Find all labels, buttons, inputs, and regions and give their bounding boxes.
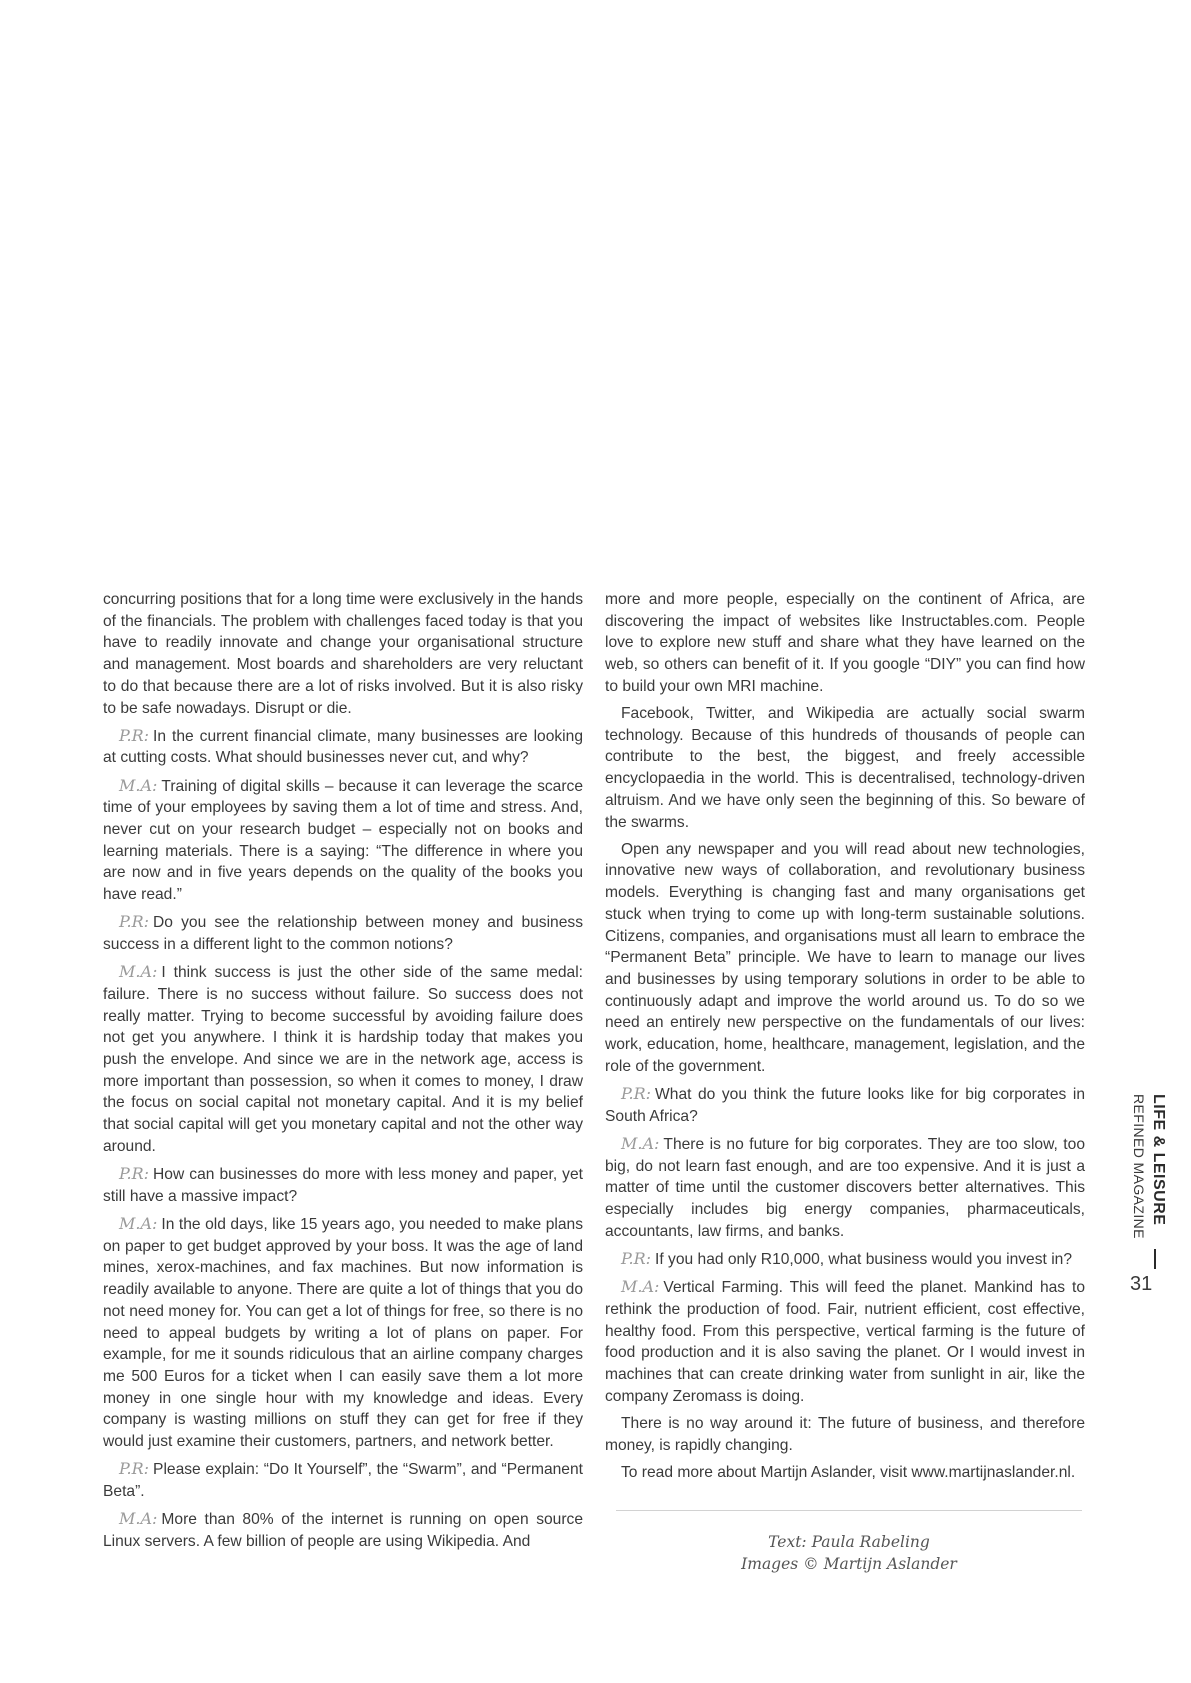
question-paragraph: P.R: Please explain: “Do It Yourself”, the “Swarm”, and “Permanent Beta”. — [103, 1459, 583, 1500]
speaker-label: M.A: — [119, 1509, 158, 1529]
answer-paragraph: M.A: In the old days, like 15 years ago, you needed to make plans on paper to get budget approved by your boss. It was the age of land mines, xerox-machines, and fax machines. But now information is readily available to anyone. There are quite a lot of things that you do not need money for. You can get a lot of things for free, so there is no need to appeal budgets by writing a lot of plans on paper. For example, for me it sounds ridiculous that an airline company charges me 500 Euros for a ticket when I can easily save them a lot more money in one single hour with my knowledge and ideas. Every company is wasting millions on stuff they can get for free if they would just examine their customers, partners, and network better. — [103, 1213, 583, 1451]
speaker-label: M.A: — [119, 1213, 158, 1233]
speaker-label: M.A: — [119, 962, 158, 982]
answer-paragraph: M.A: Vertical Farming. This will feed the planet. Mankind has to rethink the production of food. Fair, nutrient efficient, cost effective, healthy food. From this perspective, vertical farming is the future of food production and it is also saving the planet. Or I would invest in machines that can create drinking water from sunlight in air, like the company Zeromass is doing. — [605, 1277, 1085, 1405]
paragraph: There is no way around it: The future of business, and therefore money, is rapidly changing. — [605, 1414, 1085, 1454]
paragraph: more and more people, especially on the continent of Africa, are discovering the impact of websites like Instructables.com. People love to explore new stuff and share what they have learned on the web, so others can benefit of it. If you google “DIY” you can find how to build your own MRI machine. — [605, 591, 1085, 695]
paragraph: Facebook, Twitter, and Wikipedia are actually social swarm technology. Because of this hundreds of thousands of people can contribute to the best, the biggest, and freely accessible encyclopaedia in the world. This is decentralised, technology-driven altruism. And we have only seen the beginning of this. So beware of the swarms. — [605, 705, 1085, 831]
speaker-label: P.R: — [119, 1459, 150, 1479]
article-column-right — [605, 589, 1085, 1489]
speaker-label: M.A: — [621, 1133, 660, 1153]
speaker-label: P.R: — [119, 1164, 150, 1184]
images-credit: Images © Martijn Aslander — [741, 1555, 957, 1573]
article-column-left — [103, 589, 583, 1558]
speaker-label: P.R: — [119, 912, 150, 932]
page-sidebar — [1123, 1094, 1171, 1344]
question-paragraph: P.R: In the current financial climate, many businesses are looking at cutting costs. What should businesses never cut, and why? — [103, 725, 583, 767]
speaker-label: P.R: — [119, 725, 150, 745]
paragraph: concurring positions that for a long time were exclusively in the hands of the financials. The problem with challenges faced today is that you have to readily innovate and change your organisational structure and management. Most boards and shareholders are very reluctant to do that because there are a lot of risks involved. But it is also risky to be safe nowadays. Disrupt or die. — [103, 591, 583, 717]
closing-paragraph: To read more about Martijn Aslander, visit www.martijnaslander.nl. — [621, 1463, 1076, 1481]
speaker-label: M.A: — [621, 1277, 660, 1297]
magazine-title: REFINED MAGAZINE — [1131, 1094, 1147, 1239]
speaker-label: P.R: — [621, 1248, 652, 1268]
sidebar-divider — [1154, 1249, 1156, 1269]
question-paragraph: P.R: Do you see the relationship between money and business success in a different light to the common notions? — [103, 912, 583, 954]
answer-paragraph: M.A: There is no future for big corporates. They are too slow, too big, do not learn fast enough, and are too expensive. And it is just a matter of time until the customer discovers better alternatives. This especially includes big energy companies, pharmaceuticals, accountants, law firms, and banks. — [605, 1133, 1085, 1240]
speaker-label: M.A: — [119, 775, 158, 795]
credits-divider — [616, 1510, 1082, 1511]
question-paragraph: P.R: What do you think the future looks like for big corporates in South Africa? — [605, 1083, 1085, 1125]
answer-paragraph: M.A: Training of digital skills – because it can leverage the scarce time of your employees by saving them a lot of time and stress. And, never cut on your research budget – especially not on books and learning materials. There is a saying: “The difference in where you are now and in five years depends on the quality of the books you have read.” — [103, 775, 583, 904]
text-credit: Text: Paula Rabeling — [768, 1533, 930, 1551]
credits — [616, 1531, 1082, 1575]
speaker-label: P.R: — [621, 1083, 652, 1103]
answer-paragraph: M.A: More than 80% of the internet is running on open source Linux servers. A few billion of people are using Wikipedia. And — [103, 1509, 583, 1550]
paragraph: Open any newspaper and you will read about new technologies, innovative new ways of collaboration, and revolutionary business models. Everything is changing fast and many organisations get stuck when trying to come up with long-term sustainable solutions. Citizens, companies, and organisations must all learn to embrace the “Permanent Beta” principle. We have to learn to manage our lives and businesses by using temporary solutions in order to be able to continuously adapt and improve the world around us. To do so we need an entirely new perspective on the fundamentals of our lives: work, education, home, healthcare, management, legislation, and the role of the government. — [605, 840, 1085, 1075]
page-number: 31 — [1130, 1273, 1153, 1295]
answer-paragraph: M.A: I think success is just the other side of the same medal: failure. There is no success without failure. So success does not really matter. Trying to become successful by avoiding failure does not get you anywhere. I think it is hardship today that makes you push the envelope. And since we are in the network age, access is more important than possession, so when it comes to money, I draw the focus on social capital not monetary capital. And it is my belief that social capital will get you monetary capital and not the other way around. — [103, 962, 583, 1155]
section-title: LIFE & LEISURE — [1150, 1094, 1167, 1226]
question-paragraph: P.R: How can businesses do more with less money and paper, yet still have a massive impact? — [103, 1164, 583, 1205]
question-paragraph: P.R: If you had only R10,000, what business would you invest in? — [621, 1248, 1073, 1268]
